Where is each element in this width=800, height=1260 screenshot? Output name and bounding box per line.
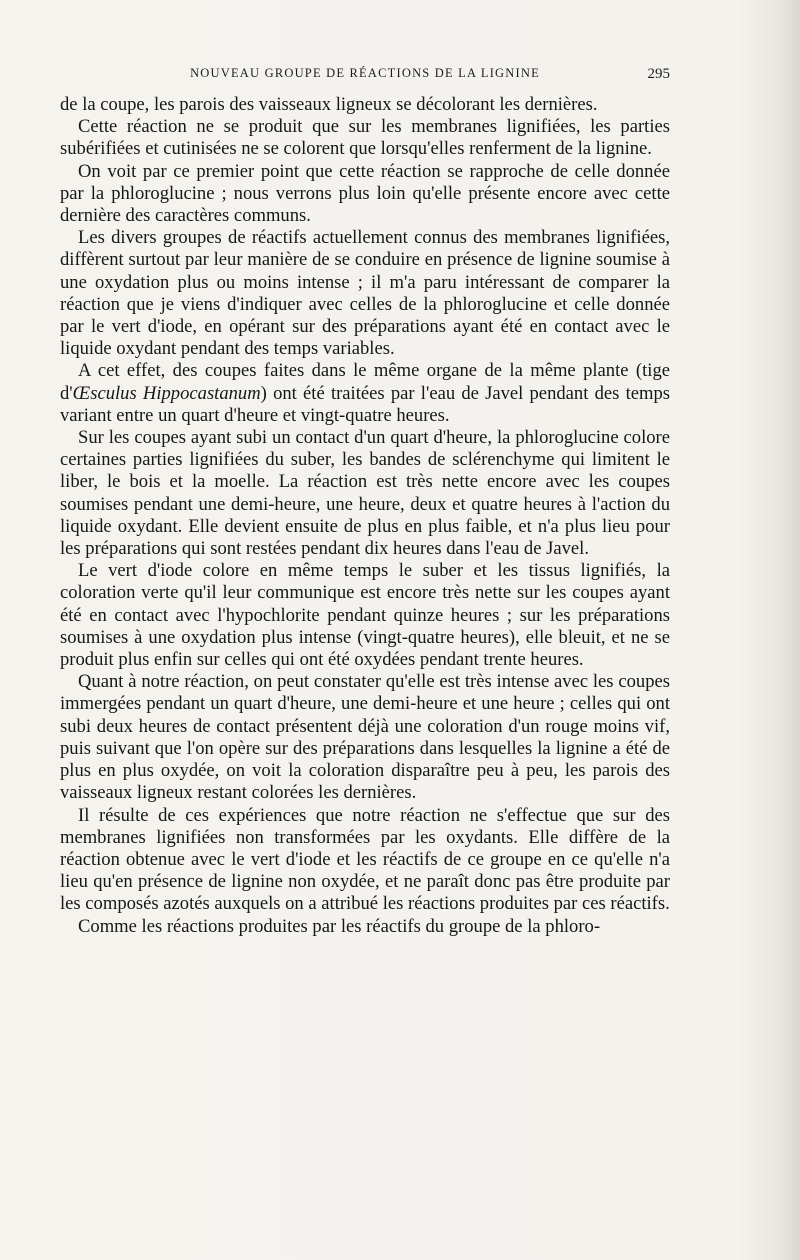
- paragraph: Il résulte de ces expériences que notre réaction ne s'effectue que sur des membranes lignifiées non transformées par les oxydants. Elle diffère de la réaction obtenue avec le vert d'iode et les réactifs de ce groupe en ce qu'elle n'a lieu qu'en présence de lignine non oxydée, et ne paraît donc pas être produite par les composés azotés auxquels on a attribué les réactions produites par ces réactifs.: [60, 804, 670, 915]
- paragraph-text: ) ont été traitées par l'eau de Javel pendant des temps variant entre un quart d'heure et vingt-quatre heures.: [60, 382, 671, 426]
- species-name: Œsculus Hippocastanum: [72, 382, 261, 404]
- running-title: NOUVEAU GROUPE DE RÉACTIONS DE LA LIGNINE: [190, 66, 540, 80]
- running-head: [60, 66, 670, 86]
- paragraph: de la coupe, les parois des vaisseaux ligneux se décolorant les dernières.: [60, 94, 598, 115]
- paragraph: Comme les réactions produites par les réactifs du groupe de la phloro-: [78, 915, 601, 937]
- page-number: 295: [647, 66, 670, 82]
- paragraph: On voit par ce premier point que cette réaction se rapproche de celle donnée par la phloroglucine ; nous verrons plus loin qu'elle présente encore avec cette dernière des caractères communs.: [60, 160, 670, 227]
- paragraph-text: A cet effet, des coupes faites dans le même organe de la même plante (tige d': [60, 360, 670, 404]
- paragraph: Les divers groupes de réactifs actuellement connus des membranes lignifiées, diffèrent surtout par leur manière de se conduire en présence de lignine soumise à une oxydation plus ou moins intense ; il m'a paru intéressant de comparer la réaction que je viens d'indiquer avec celles de la phloroglucine et celle donnée par le vert d'iode, en opérant sur des préparations ayant été en contact avec le liquide oxydant pendant des temps variables.: [60, 227, 670, 360]
- body-text: [60, 94, 670, 938]
- paragraph: Le vert d'iode colore en même temps le suber et les tissus lignifiés, la coloration verte qu'il leur communique est encore très nette sur les coupes ayant été en contact avec l'hypochlorite pendant quinze heures ; sur les préparations soumises à une oxydation plus intense (vingt-quatre heures), elle bleuit, et ne se produit plus enfin sur celles qui ont été oxydées pendant trente heures.: [60, 560, 670, 671]
- paragraph: [60, 360, 670, 427]
- paragraph: Quant à notre réaction, on peut constater qu'elle est très intense avec les coupes immergées pendant un quart d'heure, une demi-heure et une heure ; celles qui ont subi deux heures de contact présentent déjà une coloration d'un rouge moins vif, puis suivant que l'on opère sur des préparations dans lesquelles la lignine a été de plus en plus oxydée, on voit la coloration disparaître peu à peu, les parois des vaisseaux ligneux restant colorées les dernières.: [60, 671, 670, 804]
- paragraph: Cette réaction ne se produit que sur les membranes lignifiées, les parties subérifiées et cutinisées ne se colorent que lorsqu'elles renferment de la lignine.: [60, 116, 670, 160]
- paragraph: Sur les coupes ayant subi un contact d'un quart d'heure, la phloroglucine colore certaines parties lignifiées du suber, les bandes de sclérenchyme qui limitent le liber, le bois et la moelle. La réaction est très nette encore avec les coupes soumises pendant une demi-heure, une heure, deux et quatre heures à l'action du liquide oxydant. Elle devient ensuite de plus en plus faible, et n'a plus lieu pour les préparations qui sont restées pendant dix heures dans l'eau de Javel.: [60, 427, 670, 560]
